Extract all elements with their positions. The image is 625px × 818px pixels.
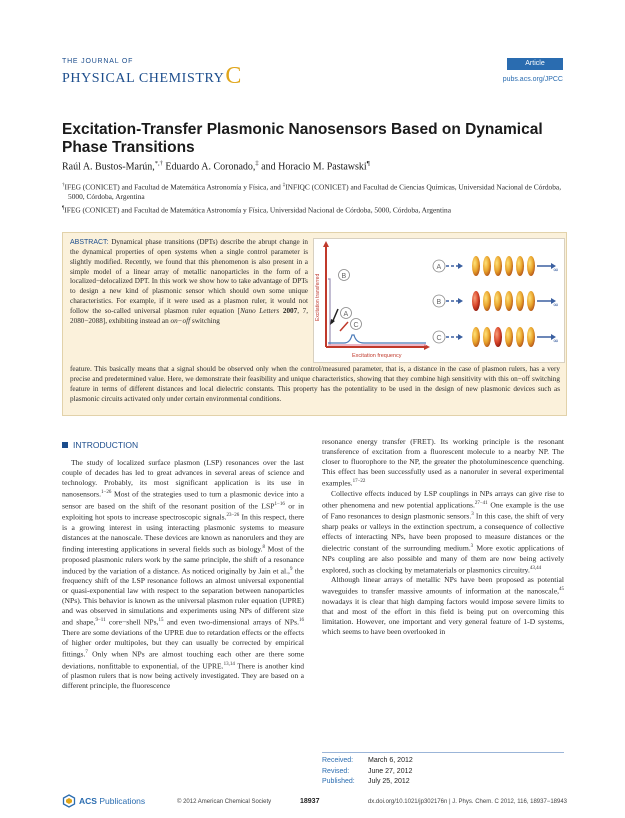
x-axis-label: Excitation frequency	[352, 353, 402, 359]
author-mark: *,†	[154, 160, 163, 167]
abstract-label: ABSTRACT:	[70, 239, 109, 246]
svg-text:∞: ∞	[553, 337, 559, 345]
author-list	[62, 160, 370, 172]
body-paragraph: The study of localized surface plasmon (LSP) resonances over the last couple of decades has led to great advances in several areas of science and technology. Probably, its most significant application is its use in nanosensors.$^{1-26}$ Most of the strategies used to turn a plasmonic device into a sensor are based on the shift of the resonant position of the $LSP^{1-16}$ or in exploiting hot spots to increase spectroscopic signals.$^{23-26}$ In this respect, there is a growing interest in using interacting plasmonic systems to measure distances at the nanoscale. These devices are known as nanorulers and they are finding interesting applications in several fields such as biology.$^8$ Most of the proposed plasmonic rulers work by the same principle, the shift of a resonance induced by the variation of a distance. As noticed originally by Jain et al.,$^9$ the frequency shift of the LSP resonance follows an almost universal exponential or quasi-exponential law with respect to the separation between nanoparticles (NPs). This behavior is known as the universal plasmon ruler equation (UPRE) and was observed in simulations and experiments using NPs of different size and shape,$^{9-11}$ core−shell NPs,$^{15}$ and even two-dimensional arrays of NPs.$^{16}$ There are some deviations of the UPRE due to retardation effects or the effects of higher order multipoles, but they can usually be corrected by empirical fittings.$^7$ Only when NPs are almost touching each other are there some deviations, nonfittable to exponential, of the UPRE.$^{13,14}$ There is another kind of plasmon rulers that is now being actively investigated. They are based on a different principle, the fluorescence	[62, 458, 305, 691]
doi-citation[interactable]: dx.doi.org/10.1021/jp302176n | J. Phys. Chem. C 2012, 116, 18937−18943	[367, 799, 567, 805]
page-footer	[62, 794, 567, 810]
date-revised: Revised: June 27, 2012	[322, 767, 413, 775]
body-paragraph: resonance energy transfer (FRET). Its working principle is the resonant transference of excitation from a fluorescent molecule to a nearby NP. The closer to fluorophore to the NP, the greater the photoluminescence quenching. This effect has been successfully used as a nanoruler in several experimental examples.$^{17-22}$	[322, 437, 564, 488]
svg-text:∞: ∞	[553, 266, 559, 274]
y-axis-label: Excitation transferred	[315, 273, 321, 321]
author-mark: ‡	[255, 160, 259, 167]
svg-text:C: C	[353, 322, 359, 329]
curve-c	[328, 335, 426, 343]
affiliation: ¶IFEG (CONICET) and Facultad de Matemática Astronomía y Física, Universidad Nacional de Córdoba, 5000, Córdoba, Argentina	[62, 205, 452, 215]
svg-text:A: A	[343, 311, 349, 318]
section-heading: INTRODUCTION	[62, 440, 304, 450]
copyright: © 2012 American Chemical Society	[177, 799, 272, 805]
paper-title: Excitation-Transfer Plasmonic Nanosensors Based on Dynamical Phase Transitions	[62, 121, 543, 156]
row-b-label: B	[436, 299, 442, 306]
page-number: 18937	[300, 798, 320, 805]
author-mark: ¶	[366, 160, 370, 167]
abstract-text: ABSTRACT: Dynamical phase transitions (DPTs) describe the abrupt change in the dynamical properties of open systems when a single control parameter is slightly modified. Recently, we found that this phenomenon is also present in a simple model of a linear array of metallic nanoparticles in the form of a localized−delocalized DPT. In this work we show how to take advantage of DPTs to design a new kind of plasmonic sensor which should own some unique characteristics. For example, if it were used as a plasmon ruler, it would not follow the so-called universal plasmon ruler equation [Nano Letters 2007, 7, 2080−2088], exhibiting instead an on−off switching	[70, 238, 309, 325]
affiliations	[62, 181, 567, 217]
svg-text:B: B	[341, 273, 347, 280]
left-column	[62, 440, 304, 691]
row-a-label: A	[436, 264, 442, 271]
section-square-icon	[62, 442, 68, 448]
row-c-label: C	[436, 335, 442, 342]
journal-section-letter: C	[225, 63, 242, 89]
date-received: Received: March 6, 2012	[322, 757, 413, 764]
date-published: Published: July 25, 2012	[322, 778, 410, 785]
body-paragraph: Collective effects induced by LSP couplings in NPs arrays can give rise to other phenomena and new potential applications.$^{27-41}$ One example is the use of Fano resonances to design plasmonic sensors.$^3$ In this case, the shift of very sharp peaks or valleys in the extinction spectrum, a consequence of collective effects of interacting NPs, have been proposed to measure distances or the dielectric constant of the surrounding medium.$^3$ More exotic applications of NPs coupling are also possible and many of them are now being actively explored, such as clocking by metamaterials or plasmonics circuitry.$^{43,44}$	[322, 488, 564, 575]
journal-logo	[62, 58, 242, 89]
abstract-text-continued: feature. This basically means that a signal should be observed only when the control/measured parameter, that is, a distance in the case of plasmon rulers, has a very precise and predetermined value. Here, we demonstrate their feasibility and unique characteristics, showing that they combine high sensitivity with this on−off switching feature in terms of different distances and local dielectric constants. This property has the potentiality to be used in the design of new plasmonic devices such as plasmonic circuits activated only under certain environmental conditions.	[70, 365, 560, 403]
toc-figure-svg	[314, 239, 564, 362]
acs-hexagon-icon	[62, 794, 76, 808]
article-type-badge: Article	[507, 58, 563, 70]
author-name: and Horacio M. Pastawski	[261, 161, 367, 173]
author-name: Eduardo A. Coronado,	[165, 161, 256, 173]
journal-name-large: PHYSICAL CHEMISTRY	[62, 71, 225, 87]
acs-publications-logo: ACS Publications	[62, 794, 145, 808]
toc-graphic	[313, 238, 565, 363]
affiliation: †IFEG (CONICET) and Facultad de Matemática Astronomía y Física, and ‡INFIQC (CONICET) and Facultad de Ciencias Químicas, Universidad Nacional de Córdoba, 5000, Córdoba, Argentina	[62, 182, 562, 202]
svg-text:∞: ∞	[553, 301, 559, 309]
journal-name-small: THE JOURNAL OF	[62, 58, 134, 65]
abstract-box	[62, 232, 567, 416]
body-paragraph: Although linear arrays of metallic NPs have been proposed as potential waveguides to transfer massive amounts of information at the nanoscale,$^{45}$ nowadays it is clear that high damping factors would impose severe limits to that and most of the effort in this field is being put on overcoming this limitation. However, one important and very general feature of 1-D systems, which seems to have been overlooked in	[322, 575, 564, 637]
right-column	[322, 437, 564, 637]
publication-dates	[322, 752, 564, 788]
author-name: Raúl A. Bustos-Marún,	[62, 161, 155, 173]
journal-url-link[interactable]: pubs.acs.org/JPCC	[502, 76, 563, 83]
